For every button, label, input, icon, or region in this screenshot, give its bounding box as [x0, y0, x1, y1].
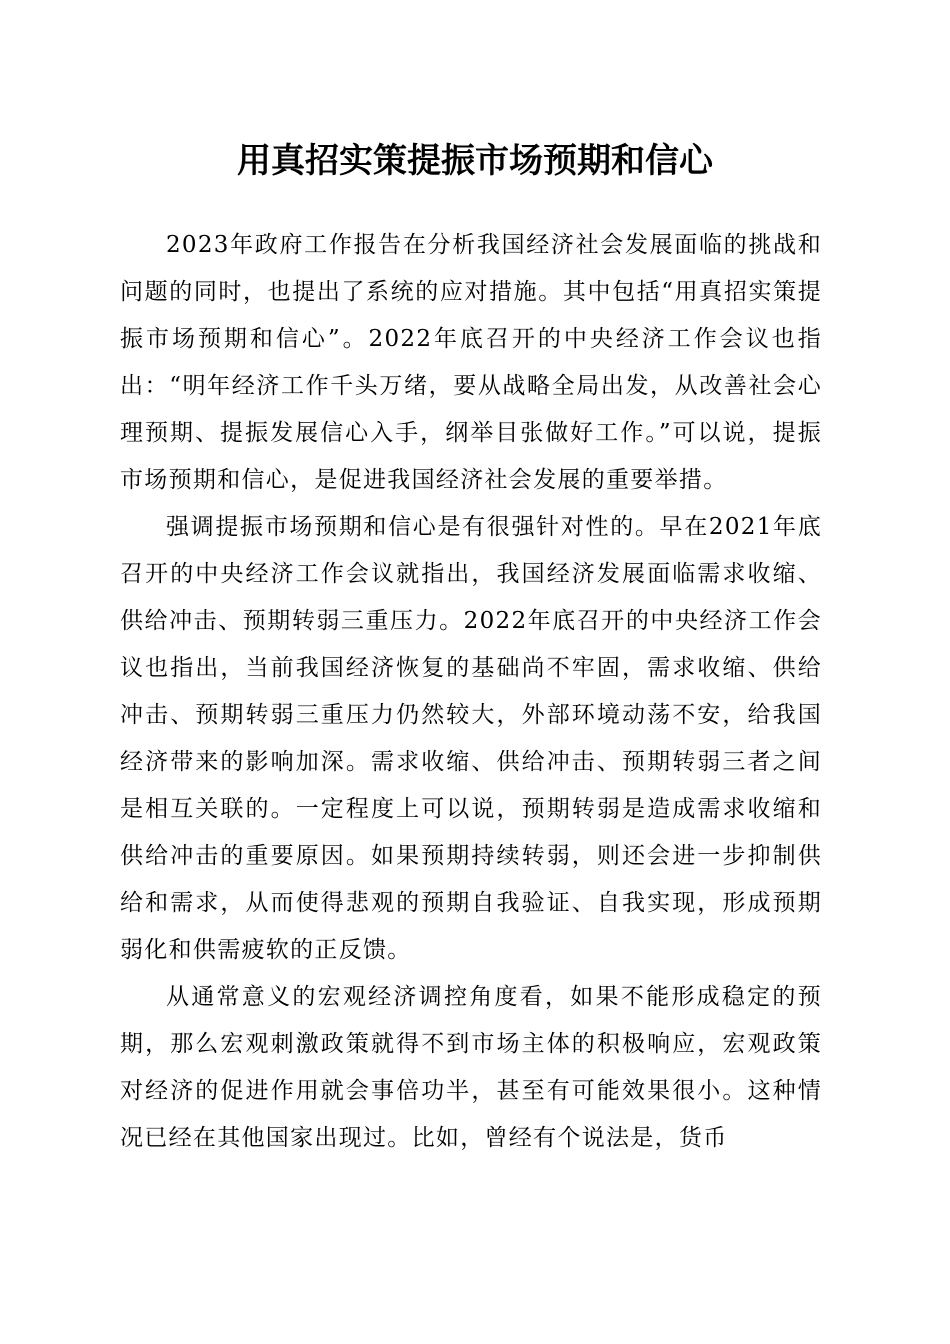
- paragraph-2: 强调提振市场预期和信心是有很强针对性的。早在2021年底召开的中央经济工作会议就指出，我国经济发展面临需求收缩、供给冲击、预期转弱三重压力。2022年底召开的中央经济工作会议也指出，当前我国经济恢复的基础尚不牢固，需求收缩、供给冲击、预期转弱三重压力仍然较大，外部环境动荡不安，给我国经济带来的影响加深。需求收缩、供给冲击、预期转弱三者之间是相互关联的。一定程度上可以说，预期转弱是造成需求收缩和供给冲击的重要原因。如果预期持续转弱，则还会进一步抑制供给和需求，从而使得悲观的预期自我验证、自我实现，形成预期弱化和供需疲软的正反馈。: [120, 514, 822, 963]
- paragraph-3: 从通常意义的宏观经济调控角度看，如果不能形成稳定的预期，那么宏观刺激政策就得不到市场主体的积极响应，宏观政策对经济的促进作用就会事倍功半，甚至有可能效果很小。这种情况已经在其他国家出现过。比如，曾经有个说法是，货币: [120, 984, 822, 1151]
- document-title: 用真招实策提振市场预期和信心: [237, 141, 713, 181]
- paragraph-1: 2023年政府工作报告在分析我国经济社会发展面临的挑战和问题的同时，也提出了系统的应对措施。其中包括“用真招实策提振市场预期和信心”。2022年底召开的中央经济工作会议也指出：“明年经济工作千头万绪，要从战略全局出发，从改善社会心理预期、提振发展信心入手，纲举目张做好工作。”可以说，提振市场预期和信心，是促进我国经济社会发展的重要举措。: [120, 232, 822, 493]
- document-body: [120, 222, 822, 1162]
